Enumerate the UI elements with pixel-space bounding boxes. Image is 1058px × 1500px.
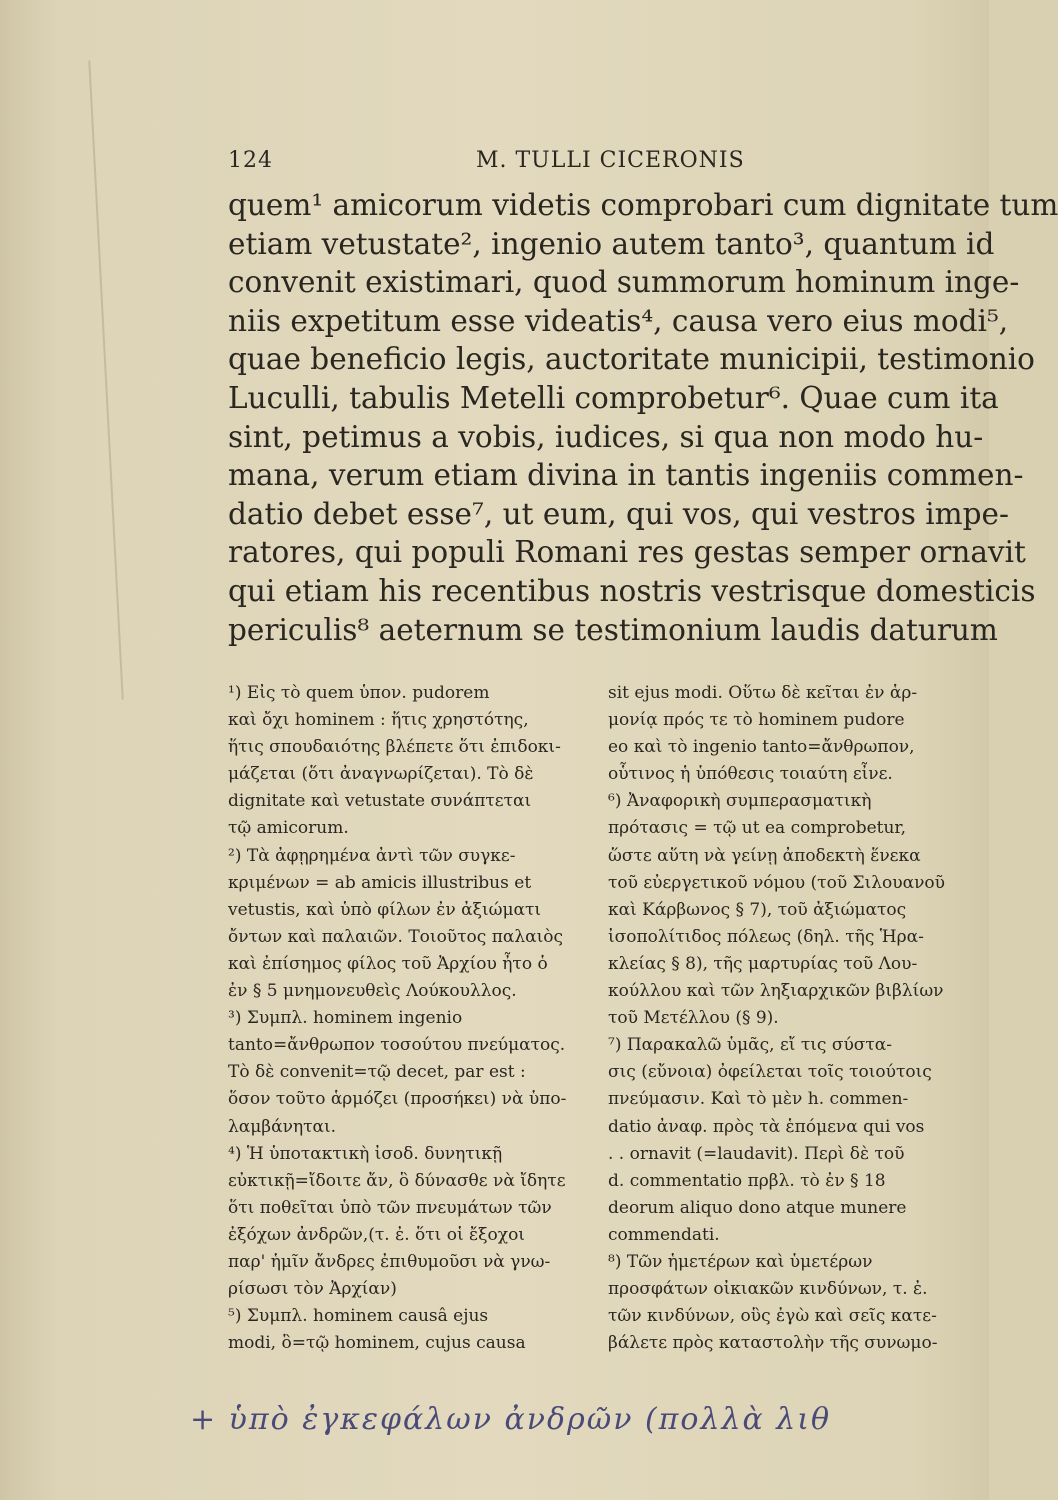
note-line: ³) Συμπλ. hominem ingenio [228,1008,463,1029]
note-line: ⁵) Συμπλ. hominem causâ ejus [228,1306,489,1327]
note-line: κούλλου καὶ τῶν ληξιαρχικῶν βιβλίων [608,981,944,1002]
note-line: ἐν § 5 μνημονευθεὶς Λούκουλλος. [228,981,517,1002]
note-line: ὅσον τοῦτο ἁρμόζει (προσήκει) νὰ ὑπο- [228,1089,567,1110]
text-line: sint, petimus a vobis, iudices, si qua non modo hu- [228,419,984,454]
note-line: sit ejus modi. Οὕτω δὲ κεῖται ἐν ἁρ- [608,683,918,703]
handwritten-annotation: + ὑπὸ ἐγκεφάλων ἀνδρῶν (πολλὰ λιθ [190,1402,832,1437]
note-line: ὅτι ποθεῖται ὑπὸ τῶν πνευμάτων τῶν [228,1197,552,1218]
page-number: 124 [228,148,273,173]
page-header [228,148,958,178]
note-line: καὶ ὄχι hominem : ἥτις χρηστότης, [228,710,529,731]
note-line: κριμένων = ab amicis illustribus et [228,872,532,893]
note-line: dignitate καὶ vetustate συνάπτεται [228,791,532,812]
note-line: ⁴) Ἡ ὑποτακτικὴ ἰσοδ. δυνητικῇ [228,1143,503,1164]
note-line: ἰσοπολίτιδος πόλεως (δηλ. τῆς Ἡρα- [608,926,924,947]
note-line: τοῦ εὐεργετικοῦ νόμου (τοῦ Σιλουανοῦ [608,872,945,893]
note-line: ²) Τὰ ἀφῃρημένα ἀντὶ τῶν συγκε- [228,845,516,866]
running-title: M. TULLI CICERONIS [476,148,745,173]
note-line: Τὸ δὲ convenit=τῷ decet, par est : [228,1062,526,1083]
text-line: quem¹ amicorum videtis comprobari cum dignitate tum [228,188,1058,222]
note-line: σις (εὔνοια) ὀφείλεται τοῖς τοιούτοις [608,1062,932,1083]
main-latin-text [228,186,1058,649]
note-line: . . ornavit (=laudavit). Περὶ δὲ τοῦ [608,1143,905,1164]
note-line: πρότασις = τῷ ut ea comprobetur, [608,818,907,839]
note-line: τῷ amicorum. [228,818,349,839]
footnotes-left-column [228,680,588,1357]
note-line: eo καὶ τὸ ingenio tanto=ἄνθρωπον, [608,737,915,758]
note-line: κλείας § 8), τῆς μαρτυρίας τοῦ Λου- [608,953,918,974]
text-line: datio debet esse⁷, ut eum, qui vos, qui vestros impe- [228,496,1009,531]
note-line: ἐξόχων ἀνδρῶν,(τ. ἐ. ὅτι οἱ ἔξοχοι [228,1224,525,1245]
text-line: periculis⁸ aeternum se testimonium laudis daturum [228,612,998,647]
note-line: τῶν κινδύνων, οὓς ἐγὼ καὶ σεῖς κατε- [608,1306,937,1327]
note-line: λαμβάνηται. [228,1116,337,1137]
text-line: quae beneficio legis, auctoritate municipii, testimonio [228,342,1035,377]
note-line: ⁸) Τῶν ἡμετέρων καὶ ὑμετέρων [608,1251,873,1272]
note-line: μονίᾳ πρός τε τὸ hominem pudore [608,710,905,731]
note-line: καὶ Κάρβωνος § 7), τοῦ ἀξιώματος [608,899,907,920]
text-line: niis expetitum esse videatis⁴, causa vero eius modi⁵, [228,303,1009,338]
note-line: commendati. [608,1224,720,1245]
text-line: qui etiam his recentibus nostris vestrisque domesticis [228,573,1036,608]
note-line: d. commentatio πρβλ. τὸ ἐν § 18 [608,1170,886,1191]
note-line: παρ' ἡμῖν ἄνδρες ἐπιθυμοῦσι νὰ γνω- [228,1251,551,1272]
pencil-mark [88,60,123,699]
note-line: tanto=ἄνθρωπον τοσούτου πνεύματος. [228,1035,566,1056]
note-line: μάζεται (ὅτι ἀναγνωρίζεται). Τὸ δὲ [228,764,534,785]
note-line: vetustis, καὶ ὑπὸ φίλων ἐν ἀξιώματι [228,899,542,920]
note-line: ἥτις σπουδαιότης βλέπετε ὅτι ἐπιδοκι- [228,737,561,758]
note-line: ρίσωσι τὸν Ἀρχίαν) [228,1279,397,1300]
note-line: προσφάτων οἰκιακῶν κινδύνων, τ. ἐ. [608,1279,928,1300]
note-line: ὄντων καὶ παλαιῶν. Τοιοῦτος παλαιὸς [228,926,564,947]
note-line: ⁷) Παρακαλῶ ὑμᾶς, εἴ τις σύστα- [608,1035,893,1056]
text-line: mana, verum etiam divina in tantis ingeniis commen- [228,458,1024,493]
note-line: datio ἀναφ. πρὸς τὰ ἑπόμενα qui vos [608,1116,925,1137]
note-line: ⁶) Ἀναφορικὴ συμπερασματικὴ [608,791,872,812]
text-line: ratores, qui populi Romani res gestas semper ornavit [228,535,1026,570]
note-line: καὶ ἐπίσημος φίλος τοῦ Ἀρχίου ἦτο ὁ [228,953,548,974]
note-line: τοῦ Μετέλλου (§ 9). [608,1008,779,1029]
text-line: convenit existimari, quod summorum hominum inge- [228,265,1020,300]
footnotes-right-column [608,680,968,1357]
text-line: etiam vetustate², ingenio autem tanto³, quantum id [228,226,995,261]
note-line: βάλετε πρὸς καταστολὴν τῆς συνωμο- [608,1333,938,1354]
note-line: πνεύμασιν. Καὶ τὸ μὲν h. commen- [608,1089,909,1110]
note-line: modi, ὃ=τῷ hominem, cujus causa [228,1333,526,1354]
text-line: Luculli, tabulis Metelli comprobetur⁶. Quae cum ita [228,380,999,415]
note-line: deorum aliquo dono atque munere [608,1197,907,1218]
note-line: οὗτινος ἡ ὑπόθεσις τοιαύτη εἶνε. [608,764,893,785]
note-line: εὐκτικῇ=ἴδοιτε ἄν, ὃ δύνασθε νὰ ἴδητε [228,1170,566,1191]
note-line: ὥστε αὕτη νὰ γείνῃ ἀποδεκτὴ ἕνεκα [608,845,921,866]
note-line: ¹) Εἰς τὸ quem ὑπον. pudorem [228,683,490,703]
